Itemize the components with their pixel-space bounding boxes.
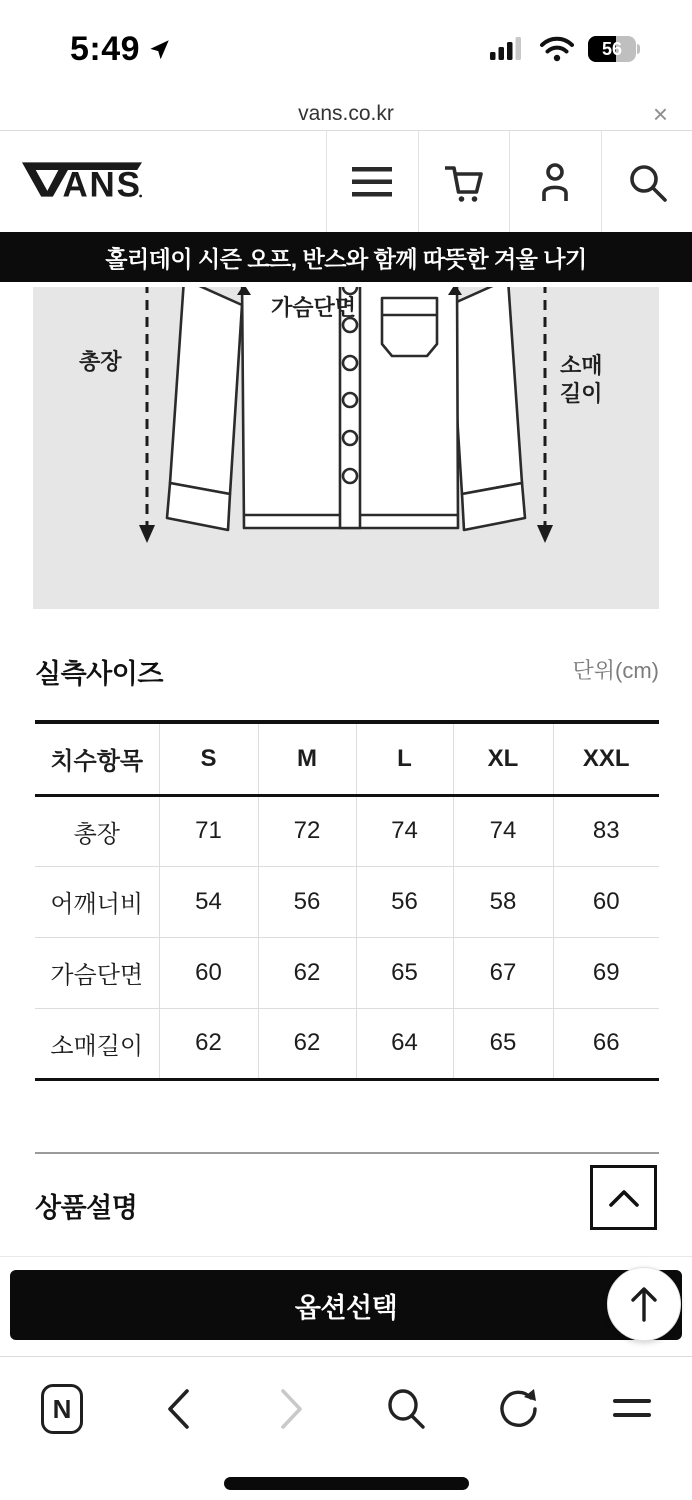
size-section-head xyxy=(35,648,659,694)
cell: 69 xyxy=(553,937,659,1008)
naver-home-button[interactable] xyxy=(32,1379,92,1439)
cart-button[interactable] xyxy=(418,131,510,232)
cell: 62 xyxy=(258,1008,356,1079)
cell: 58 xyxy=(453,866,553,937)
chevron-left-icon xyxy=(165,1387,191,1431)
refresh-icon xyxy=(496,1386,542,1432)
scroll-to-top-button[interactable] xyxy=(607,1267,681,1341)
label-total-length: 총장 xyxy=(79,349,122,374)
promo-banner[interactable] xyxy=(0,232,692,282)
toolbar-search-button[interactable] xyxy=(376,1379,436,1439)
cart-icon xyxy=(441,159,487,205)
url-text: vans.co.kr xyxy=(298,102,394,125)
col-header: M xyxy=(258,722,356,795)
size-table xyxy=(35,720,659,1081)
col-header: L xyxy=(356,722,453,795)
col-header: XXL xyxy=(553,722,659,795)
site-header xyxy=(0,131,692,232)
cell: 65 xyxy=(356,937,453,1008)
cell: 64 xyxy=(356,1008,453,1079)
browser-toolbar xyxy=(0,1356,692,1460)
bottom-bar-separator xyxy=(0,1256,692,1257)
table-row xyxy=(35,795,659,866)
row-label: 가슴단면 xyxy=(35,937,159,1008)
row-label: 어깨너비 xyxy=(35,866,159,937)
shirt-pocket xyxy=(382,298,437,356)
collapse-section-button[interactable] xyxy=(590,1165,657,1230)
cell: 67 xyxy=(453,937,553,1008)
size-table-header-row xyxy=(35,722,659,795)
chevron-up-icon xyxy=(607,1187,641,1209)
location-arrow-icon xyxy=(146,37,172,63)
battery-icon xyxy=(588,36,640,62)
shirt-left-sleeve xyxy=(170,287,242,494)
table-row xyxy=(35,866,659,937)
toolbar-menu-button[interactable] xyxy=(602,1379,662,1439)
shirt-right-sleeve xyxy=(450,287,522,494)
status-bar xyxy=(0,0,692,100)
search-icon xyxy=(624,159,670,205)
cell: 74 xyxy=(356,795,453,866)
col-header: 치수항목 xyxy=(35,722,159,795)
battery-percent: 56 xyxy=(601,38,623,59)
size-guide-diagram xyxy=(33,287,659,609)
promo-banner-text: 홀리데이 시즌 오프, 반스와 함께 따뜻한 겨울 나기 xyxy=(105,245,587,272)
search-button[interactable] xyxy=(601,131,692,232)
cell: 56 xyxy=(258,866,356,937)
cell: 60 xyxy=(553,866,659,937)
select-option-button[interactable] xyxy=(10,1270,682,1340)
wifi-icon xyxy=(540,36,574,62)
search-icon xyxy=(383,1386,429,1432)
cell: 74 xyxy=(453,795,553,866)
forward-button[interactable] xyxy=(262,1379,322,1439)
cell: 66 xyxy=(592,1029,620,1056)
naver-icon xyxy=(41,1384,83,1434)
cell: 56 xyxy=(356,866,453,937)
cell: 83 xyxy=(553,795,659,866)
size-section-title: 실측사이즈 xyxy=(35,659,163,689)
refresh-button[interactable] xyxy=(489,1379,549,1439)
cell: 72 xyxy=(258,795,356,866)
cellular-signal-icon xyxy=(490,36,526,62)
hamburger-icon xyxy=(350,164,394,200)
label-sleeve-1: 소매 xyxy=(560,353,603,378)
vans-logo-letters: ANS xyxy=(62,165,139,198)
col-header: S xyxy=(159,722,258,795)
cell: 62 xyxy=(258,937,356,1008)
col-header: XL xyxy=(453,722,553,795)
browser-url-bar xyxy=(0,100,692,131)
select-option-label: 옵션선택 xyxy=(294,1292,398,1323)
arrow-up-icon xyxy=(627,1284,661,1324)
cell: 62 xyxy=(159,1008,258,1079)
cell: 65 xyxy=(453,1008,553,1079)
row-label: 총장 xyxy=(35,795,159,866)
cell: 71 xyxy=(159,795,258,866)
row-label: 소매길이 xyxy=(35,1008,159,1079)
cell: 54 xyxy=(159,866,258,937)
label-chest-width: 가슴단면 xyxy=(271,295,357,320)
section-divider xyxy=(35,1152,659,1154)
home-indicator[interactable] xyxy=(224,1477,469,1490)
label-sleeve-2: 길이 xyxy=(560,381,603,406)
cell: 60 xyxy=(159,937,258,1008)
size-unit-label: 단위(cm) xyxy=(572,658,659,683)
table-row xyxy=(35,1008,659,1079)
person-icon xyxy=(532,159,578,205)
chevron-right-icon xyxy=(279,1387,305,1431)
description-section-title: 상품설명 xyxy=(35,1193,138,1223)
two-line-menu-icon xyxy=(610,1396,654,1422)
table-row xyxy=(35,937,659,1008)
close-icon[interactable]: × xyxy=(652,99,668,129)
account-button[interactable] xyxy=(509,131,601,232)
naver-letter: N xyxy=(52,1393,72,1424)
status-time: 5:49 xyxy=(70,30,141,68)
vans-logo[interactable] xyxy=(22,158,142,203)
back-button[interactable] xyxy=(148,1379,208,1439)
menu-button[interactable] xyxy=(326,131,418,232)
